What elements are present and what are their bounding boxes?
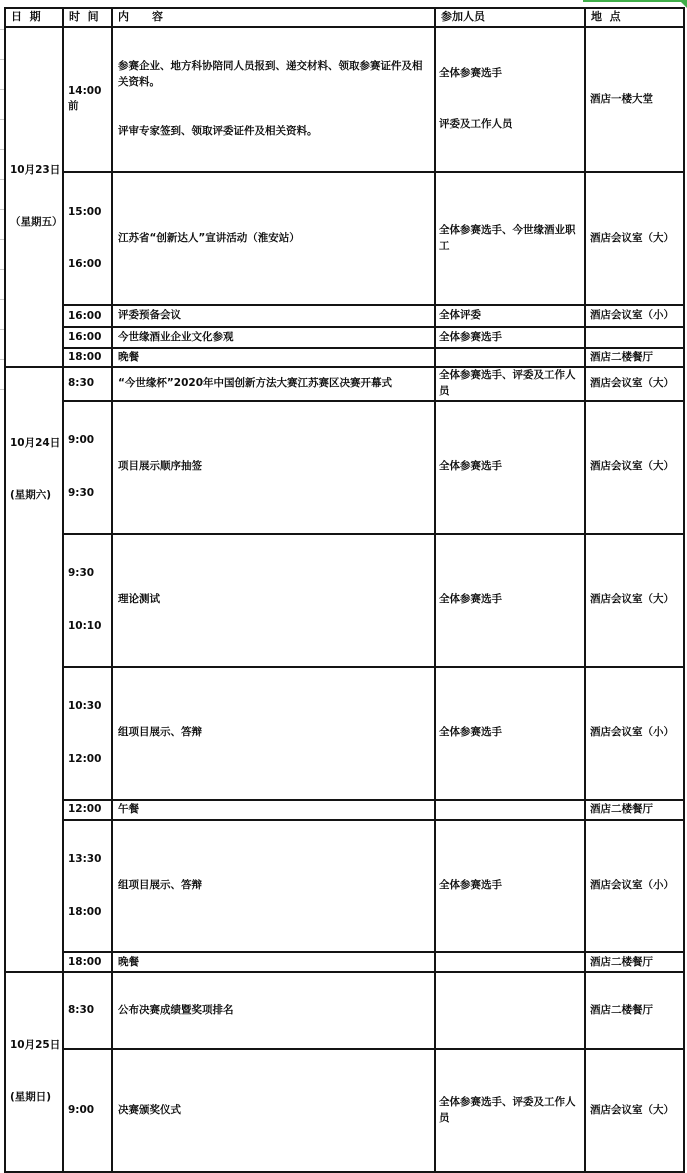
content-text: 参赛企业、地方科协陪同人员报到、递交材料、领取参赛证件及相关资料。 <box>118 60 423 88</box>
schedule-row <box>5 972 684 1049</box>
header-row <box>5 8 684 27</box>
weekday-text: (星期六) <box>10 488 52 501</box>
content-text: 组项目展示、答辩 <box>118 879 202 892</box>
participants-text: 全体参赛选手 <box>439 460 502 473</box>
content-text: 晚餐 <box>118 350 139 363</box>
time-cell <box>63 952 112 972</box>
content-text: “今世缘杯”2020年中国创新方法大赛江苏赛区决赛开幕式 <box>118 377 393 390</box>
time-text: 9:30 <box>68 567 95 580</box>
header-time: 时 间 <box>63 8 112 27</box>
schedule-row <box>5 800 684 820</box>
content-cell <box>112 327 435 348</box>
participants-text: 全体参赛选手 <box>439 726 502 739</box>
weekday-text: （星期五） <box>10 215 63 228</box>
schedule-row <box>5 367 684 401</box>
content-cell <box>112 800 435 820</box>
content-text: 午餐 <box>118 802 139 815</box>
date-cell-oct25 <box>5 972 63 1171</box>
time-cell <box>63 534 112 667</box>
location-cell: 酒店会议室（小） <box>585 820 684 953</box>
time-text: 12:00 <box>68 752 102 765</box>
participants-cell <box>435 172 585 305</box>
content-cell <box>112 348 435 367</box>
location-cell <box>585 327 684 348</box>
content-cell <box>112 534 435 667</box>
time-cell <box>63 348 112 367</box>
time-text: 14:00前 <box>68 85 102 113</box>
participants-text: 全体参赛选手、评委及工作人员 <box>439 1095 576 1124</box>
participants-text: 全体评委 <box>439 309 481 322</box>
time-cell <box>63 800 112 820</box>
time-text: 16:00 <box>68 331 102 344</box>
participants-cell <box>435 367 585 401</box>
location-cell: 酒店二楼餐厅 <box>585 800 684 820</box>
time-text: 10:30 <box>68 700 102 713</box>
content-cell <box>112 172 435 305</box>
header-content: 内 容 <box>112 8 435 27</box>
content-text: 公布决赛成绩暨奖项排名 <box>118 1003 234 1016</box>
time-cell <box>63 972 112 1049</box>
content-text: 决赛颁奖仪式 <box>118 1103 181 1116</box>
participants-text: 全体参赛选手 <box>439 330 502 343</box>
participants-cell <box>435 972 585 1049</box>
date-text: 10月23日 <box>10 164 61 177</box>
time-text: 18:00 <box>68 905 102 918</box>
schedule-row <box>5 172 684 305</box>
location-cell: 酒店会议室（大） <box>585 401 684 534</box>
content-text: 评审专家签到、领取评委证件及相关资料。 <box>118 125 318 137</box>
time-cell <box>63 27 112 173</box>
time-cell <box>63 327 112 348</box>
content-cell <box>112 401 435 534</box>
schedule-row <box>5 952 684 972</box>
participants-cell <box>435 1049 585 1172</box>
location-cell: 酒店会议室（大） <box>585 172 684 305</box>
schedule-row <box>5 305 684 327</box>
content-text: 江苏省“创新达人”宣讲活动（淮安站） <box>118 231 300 244</box>
content-cell <box>112 952 435 972</box>
participants-cell <box>435 401 585 534</box>
time-text: 9:00 <box>68 1103 95 1116</box>
content-text: 组项目展示、答辩 <box>118 726 202 739</box>
time-cell <box>63 172 112 305</box>
location-cell: 酒店一楼大堂 <box>585 27 684 173</box>
content-text: 评委预备会议 <box>118 309 181 322</box>
time-text: 8:30 <box>68 1004 95 1017</box>
content-cell <box>112 667 435 800</box>
time-cell <box>63 367 112 401</box>
schedule-row <box>5 1049 684 1172</box>
schedule-table <box>4 7 685 1173</box>
time-text: 13:30 <box>68 853 102 865</box>
time-text: 9:30 <box>68 486 95 499</box>
date-cell-oct23 <box>5 27 63 368</box>
schedule-row <box>5 27 684 173</box>
schedule-row <box>5 534 684 667</box>
date-cell-oct24 <box>5 367 63 972</box>
schedule-row <box>5 820 684 953</box>
content-cell <box>112 972 435 1049</box>
participants-text: 全体参赛选手 <box>439 66 502 79</box>
content-text: 今世缘酒业企业文化参观 <box>118 330 234 343</box>
time-cell <box>63 401 112 534</box>
content-cell <box>112 1049 435 1172</box>
location-cell: 酒店会议室（小） <box>585 667 684 800</box>
participants-text: 评委及工作人员 <box>439 118 513 131</box>
time-text: 16:00 <box>68 258 102 271</box>
time-cell <box>63 1049 112 1172</box>
date-text: 10月24日 <box>10 437 61 450</box>
time-text: 9:00 <box>68 434 95 447</box>
schedule-row <box>5 667 684 800</box>
participants-text: 全体参赛选手 <box>439 593 502 606</box>
participants-cell <box>435 305 585 327</box>
content-cell <box>112 27 435 173</box>
date-text: 10月25日 <box>10 1039 61 1052</box>
time-text: 10:10 <box>68 619 102 632</box>
participants-cell <box>435 348 585 367</box>
time-text: 15:00 <box>68 205 102 218</box>
weekday-text: (星期日) <box>10 1090 52 1103</box>
content-cell <box>112 367 435 401</box>
time-cell <box>63 820 112 953</box>
time-text: 12:00 <box>68 802 102 815</box>
selection-accent-line <box>583 0 687 2</box>
content-cell <box>112 305 435 327</box>
content-text: 项目展示顺序抽签 <box>118 460 202 473</box>
schedule-row <box>5 348 684 367</box>
header-participants: 参加人员 <box>435 8 585 27</box>
participants-cell <box>435 667 585 800</box>
location-cell: 酒店会议室（大） <box>585 367 684 401</box>
participants-cell <box>435 820 585 953</box>
participants-cell <box>435 327 585 348</box>
content-text: 理论测试 <box>118 593 160 606</box>
location-cell: 酒店会议室（小） <box>585 305 684 327</box>
time-text: 8:30 <box>68 377 95 390</box>
participants-cell <box>435 27 585 173</box>
content-cell <box>112 820 435 953</box>
schedule-row <box>5 327 684 348</box>
participants-text: 全体参赛选手、今世缘酒业职工 <box>439 223 576 252</box>
header-location: 地 点 <box>585 8 684 27</box>
time-cell <box>63 667 112 800</box>
time-text: 18:00 <box>68 955 102 968</box>
location-cell: 酒店二楼餐厅 <box>585 348 684 367</box>
participants-cell <box>435 534 585 667</box>
time-cell <box>63 305 112 327</box>
time-text: 16:00 <box>68 309 102 322</box>
time-text: 18:00 <box>68 351 102 364</box>
location-cell: 酒店二楼餐厅 <box>585 952 684 972</box>
content-text: 晚餐 <box>118 955 139 968</box>
participants-cell <box>435 952 585 972</box>
schedule-row <box>5 401 684 534</box>
location-cell: 酒店二楼餐厅 <box>585 972 684 1049</box>
participants-text: 全体参赛选手 <box>439 879 502 892</box>
participants-cell <box>435 800 585 820</box>
participants-text: 全体参赛选手、评委及工作人员 <box>439 369 576 397</box>
location-cell: 酒店会议室（大） <box>585 1049 684 1172</box>
location-cell: 酒店会议室（大） <box>585 534 684 667</box>
header-date: 日 期 <box>5 8 63 27</box>
